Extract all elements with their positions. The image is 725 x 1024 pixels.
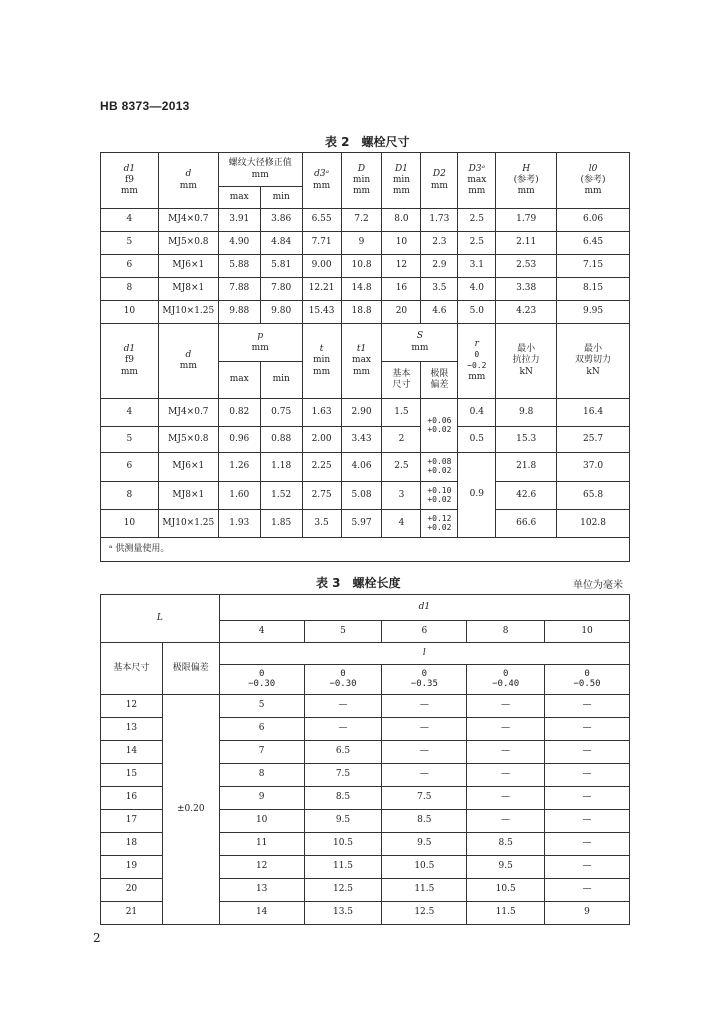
cell: 5 — [219, 695, 304, 718]
cell: 1.60 — [218, 482, 260, 510]
cell: MJ4×0.7 — [158, 209, 218, 232]
cell: — — [467, 764, 545, 787]
col-head-l-tol — [304, 665, 382, 695]
col-head-diameter: 4 — [219, 621, 304, 643]
cell: — — [545, 695, 630, 718]
table-row — [101, 255, 630, 278]
col-head-d: d mm — [158, 153, 218, 209]
cell: — — [382, 741, 467, 764]
col-head-H: H (参考) mm — [496, 153, 557, 209]
cell: 4.0 — [458, 278, 496, 301]
cell: 14.8 — [341, 278, 382, 301]
cell: 7.88 — [218, 278, 260, 301]
cell: — — [545, 741, 630, 764]
col-head-D1: D1 min mm — [382, 153, 421, 209]
table-row — [101, 399, 630, 427]
cell: 7.15 — [557, 255, 630, 278]
cell: — — [545, 718, 630, 741]
cell: MJ10×1.25 — [158, 301, 218, 324]
cell: MJ4×0.7 — [158, 399, 218, 427]
col-head-tensile: 最小 抗拉力 kN — [496, 324, 557, 399]
col-head-min: min — [260, 362, 302, 399]
cell: 3.43 — [341, 427, 382, 453]
cell: 17 — [101, 810, 163, 833]
cell: 66.6 — [496, 510, 557, 538]
cell: 5 — [101, 427, 159, 453]
tol-upper: 0 — [258, 668, 265, 679]
cell: 9.95 — [557, 301, 630, 324]
cell: 10 — [219, 810, 304, 833]
cell: — — [382, 695, 467, 718]
cell: 9.00 — [302, 255, 341, 278]
cell: 2.5 — [382, 453, 421, 482]
cell: — — [545, 764, 630, 787]
cell: 9.5 — [467, 856, 545, 879]
cell: 37.0 — [557, 453, 630, 482]
cell: — — [545, 810, 630, 833]
table-row — [101, 453, 630, 482]
cell: 3.5 — [421, 278, 458, 301]
cell: 5.88 — [218, 255, 260, 278]
cell: 4.84 — [260, 232, 302, 255]
cell: MJ5×0.8 — [158, 427, 218, 453]
cell: 4 — [101, 399, 159, 427]
cell: 9 — [219, 787, 304, 810]
cell: 4 — [101, 209, 159, 232]
cell: 7.5 — [304, 764, 382, 787]
cell: 12 — [219, 856, 304, 879]
table-row — [101, 209, 630, 232]
cell: 3 — [382, 482, 421, 510]
cell: 9.5 — [382, 833, 467, 856]
cell: 3.91 — [218, 209, 260, 232]
cell: 3.1 — [458, 255, 496, 278]
cell: 65.8 — [557, 482, 630, 510]
col-head-p: p mm — [218, 324, 302, 362]
cell: 10.8 — [341, 255, 382, 278]
cell: 102.8 — [557, 510, 630, 538]
cell: — — [304, 695, 382, 718]
cell: MJ5×0.8 — [158, 232, 218, 255]
cell: 18 — [101, 833, 163, 856]
cell: 1.18 — [260, 453, 302, 482]
bolt-length-table — [100, 594, 630, 925]
cell: 20 — [101, 879, 163, 902]
cell: 7.2 — [341, 209, 382, 232]
cell: 11 — [219, 833, 304, 856]
cell: 25.7 — [557, 427, 630, 453]
cell: 6 — [101, 453, 159, 482]
col-head-d: d mm — [158, 324, 218, 399]
cell: 2.5 — [458, 232, 496, 255]
cell: 16.4 — [557, 399, 630, 427]
col-head-t: t min mm — [302, 324, 341, 399]
col-head-D2: D2 mm — [421, 153, 458, 209]
col-head-S: S mm — [382, 324, 458, 362]
tolerance-cell: ±0.20 — [162, 695, 219, 925]
cell: — — [467, 787, 545, 810]
cell: 1.5 — [382, 399, 421, 427]
cell: 10 — [101, 301, 159, 324]
cell: 5.0 — [458, 301, 496, 324]
cell: 1.73 — [421, 209, 458, 232]
cell: — — [467, 810, 545, 833]
cell: 0.88 — [260, 427, 302, 453]
tol-lower: −0.40 — [492, 678, 520, 689]
cell: 5.97 — [341, 510, 382, 538]
col-head-diameter: 5 — [304, 621, 382, 643]
col-head-l-tol — [545, 665, 630, 695]
cell: 0.4 — [458, 399, 496, 427]
col-head-thread-correction: 螺纹大径修正值 mm — [218, 153, 302, 187]
cell: 10 — [382, 232, 421, 255]
table3-caption: 表 3 螺栓长度 — [316, 576, 401, 590]
cell: — — [467, 741, 545, 764]
cell: 0.75 — [260, 399, 302, 427]
cell: 11.5 — [467, 902, 545, 925]
cell: 0.5 — [458, 427, 496, 453]
bolt-dimensions-table — [100, 152, 630, 562]
cell: 13 — [101, 718, 163, 741]
cell: — — [545, 879, 630, 902]
cell: 7 — [219, 741, 304, 764]
cell: 9.80 — [260, 301, 302, 324]
col-head-max: max — [218, 187, 260, 209]
cell: 9 — [341, 232, 382, 255]
col-head-basic: 基本尺寸 — [101, 643, 163, 695]
col-head-diameter: 6 — [382, 621, 467, 643]
table3-unit: 单位为毫米 — [573, 580, 623, 591]
cell: 8.0 — [382, 209, 421, 232]
col-head-diameter: 10 — [545, 621, 630, 643]
cell: 1.93 — [218, 510, 260, 538]
cell: 9 — [545, 902, 630, 925]
table-row — [101, 427, 630, 453]
cell: 7.5 — [382, 787, 467, 810]
cell: — — [545, 833, 630, 856]
table-row — [101, 301, 630, 324]
cell: MJ6×1 — [158, 255, 218, 278]
col-head-L: L — [101, 595, 220, 643]
col-head-t1: t1 max mm — [341, 324, 382, 399]
cell: 6 — [101, 255, 159, 278]
col-head-l: l — [219, 643, 629, 665]
cell: 16 — [382, 278, 421, 301]
cell: — — [467, 695, 545, 718]
tol-lower: −0.30 — [248, 678, 276, 689]
col-head-d1: d1 — [219, 595, 629, 621]
col-head-l-tol — [467, 665, 545, 695]
cell: 2.5 — [458, 209, 496, 232]
col-head-min: min — [260, 187, 302, 209]
cell: 2.11 — [496, 232, 557, 255]
cell: 16 — [101, 787, 163, 810]
cell: 18.8 — [341, 301, 382, 324]
cell: 1.52 — [260, 482, 302, 510]
col-head-r: r 0 −0.2 mm — [458, 324, 496, 399]
cell: 2.75 — [302, 482, 341, 510]
table-row — [101, 482, 630, 510]
cell: 6.55 — [302, 209, 341, 232]
cell: 10.5 — [304, 833, 382, 856]
col-head-l-tol — [382, 665, 467, 695]
cell: 15.43 — [302, 301, 341, 324]
cell: 2.90 — [341, 399, 382, 427]
cell: 10.5 — [382, 856, 467, 879]
cell: +0.06 +0.02 — [421, 399, 458, 453]
cell: 3.38 — [496, 278, 557, 301]
cell: 7.71 — [302, 232, 341, 255]
cell: 12.21 — [302, 278, 341, 301]
cell: MJ8×1 — [158, 278, 218, 301]
cell: 8 — [101, 278, 159, 301]
cell: — — [304, 718, 382, 741]
cell: 6.45 — [557, 232, 630, 255]
cell: 6.5 — [304, 741, 382, 764]
cell: +0.10 +0.02 — [421, 482, 458, 510]
cell: 5 — [101, 232, 159, 255]
cell: 4.06 — [341, 453, 382, 482]
cell: 11.5 — [382, 879, 467, 902]
cell: 5.81 — [260, 255, 302, 278]
cell: 21.8 — [496, 453, 557, 482]
table-row — [101, 695, 630, 718]
tol-lower: −0.50 — [573, 678, 601, 689]
col-head-D: D min mm — [341, 153, 382, 209]
col-head-tolerance: 极限偏差 — [162, 643, 219, 695]
cell: 8.5 — [467, 833, 545, 856]
cell: 21 — [101, 902, 163, 925]
tol-lower: −0.35 — [410, 678, 438, 689]
cell: 11.5 — [304, 856, 382, 879]
col-head-shear: 最小 双剪切力 kN — [557, 324, 630, 399]
cell: 2 — [382, 427, 421, 453]
cell: 8.5 — [304, 787, 382, 810]
cell: 3.86 — [260, 209, 302, 232]
cell: 6 — [219, 718, 304, 741]
table2-footnote: ᵃ 供测量使用。 — [101, 538, 630, 562]
table-row — [101, 232, 630, 255]
cell: 4.23 — [496, 301, 557, 324]
col-head-diameter: 8 — [467, 621, 545, 643]
cell: 7.80 — [260, 278, 302, 301]
cell: 4.6 — [421, 301, 458, 324]
cell: MJ8×1 — [158, 482, 218, 510]
cell: 15 — [101, 764, 163, 787]
cell: 2.25 — [302, 453, 341, 482]
table-row — [101, 278, 630, 301]
cell: 14 — [219, 902, 304, 925]
cell: +0.12 +0.02 — [421, 510, 458, 538]
cell: 2.9 — [421, 255, 458, 278]
cell: 0.9 — [458, 453, 496, 538]
tol-upper: 0 — [421, 668, 428, 679]
cell: 14 — [101, 741, 163, 764]
col-head-S-tol: 极限 偏差 — [421, 362, 458, 399]
col-head-max: max — [218, 362, 260, 399]
tol-upper: 0 — [340, 668, 346, 679]
cell: 9.8 — [496, 399, 557, 427]
cell: 13.5 — [304, 902, 382, 925]
cell: 15.3 — [496, 427, 557, 453]
col-head-S-basic: 基本 尺寸 — [382, 362, 421, 399]
cell: 8 — [101, 482, 159, 510]
cell: 12 — [101, 695, 163, 718]
col-head-D3: D3ᵃ max mm — [458, 153, 496, 209]
tol-upper: 0 — [502, 668, 509, 679]
cell: — — [545, 787, 630, 810]
col-head-d1: d1 f9 mm — [101, 153, 159, 209]
cell: — — [545, 856, 630, 879]
cell: +0.08 +0.02 — [421, 453, 458, 482]
cell: 12 — [382, 255, 421, 278]
cell: 9.88 — [218, 301, 260, 324]
col-head-l0: l0 (参考) mm — [557, 153, 630, 209]
cell: 0.82 — [218, 399, 260, 427]
cell: 6.06 — [557, 209, 630, 232]
cell: 10 — [101, 510, 159, 538]
cell: 42.6 — [496, 482, 557, 510]
table-row — [101, 510, 630, 538]
col-head-l-tol — [219, 665, 304, 695]
cell: 12.5 — [382, 902, 467, 925]
cell: 1.63 — [302, 399, 341, 427]
cell: 8 — [219, 764, 304, 787]
cell: — — [382, 718, 467, 741]
col-head-d1: d1 f9 mm — [101, 324, 159, 399]
cell: 1.26 — [218, 453, 260, 482]
tol-upper: 0 — [584, 668, 590, 679]
table2-caption: 表 2 螺栓尺寸 — [325, 135, 410, 149]
cell: 5.08 — [341, 482, 382, 510]
cell: 12.5 — [304, 879, 382, 902]
cell: 19 — [101, 856, 163, 879]
cell: 2.00 — [302, 427, 341, 453]
cell: MJ6×1 — [158, 453, 218, 482]
cell: 8.15 — [557, 278, 630, 301]
cell: 2.3 — [421, 232, 458, 255]
document-header: HB 8373—2013 — [100, 99, 190, 113]
cell: 8.5 — [382, 810, 467, 833]
cell: 4 — [382, 510, 421, 538]
tol-lower: −0.30 — [329, 678, 357, 689]
cell: 4.90 — [218, 232, 260, 255]
cell: 1.85 — [260, 510, 302, 538]
cell: — — [467, 718, 545, 741]
cell: 20 — [382, 301, 421, 324]
cell: 1.79 — [496, 209, 557, 232]
col-head-d3: d3ᵃ mm — [302, 153, 341, 209]
cell: MJ10×1.25 — [158, 510, 218, 538]
cell: 0.96 — [218, 427, 260, 453]
cell: 10.5 — [467, 879, 545, 902]
cell: 2.53 — [496, 255, 557, 278]
cell: 9.5 — [304, 810, 382, 833]
cell: — — [382, 764, 467, 787]
page-number: 2 — [93, 931, 101, 945]
cell: 3.5 — [302, 510, 341, 538]
cell: 13 — [219, 879, 304, 902]
